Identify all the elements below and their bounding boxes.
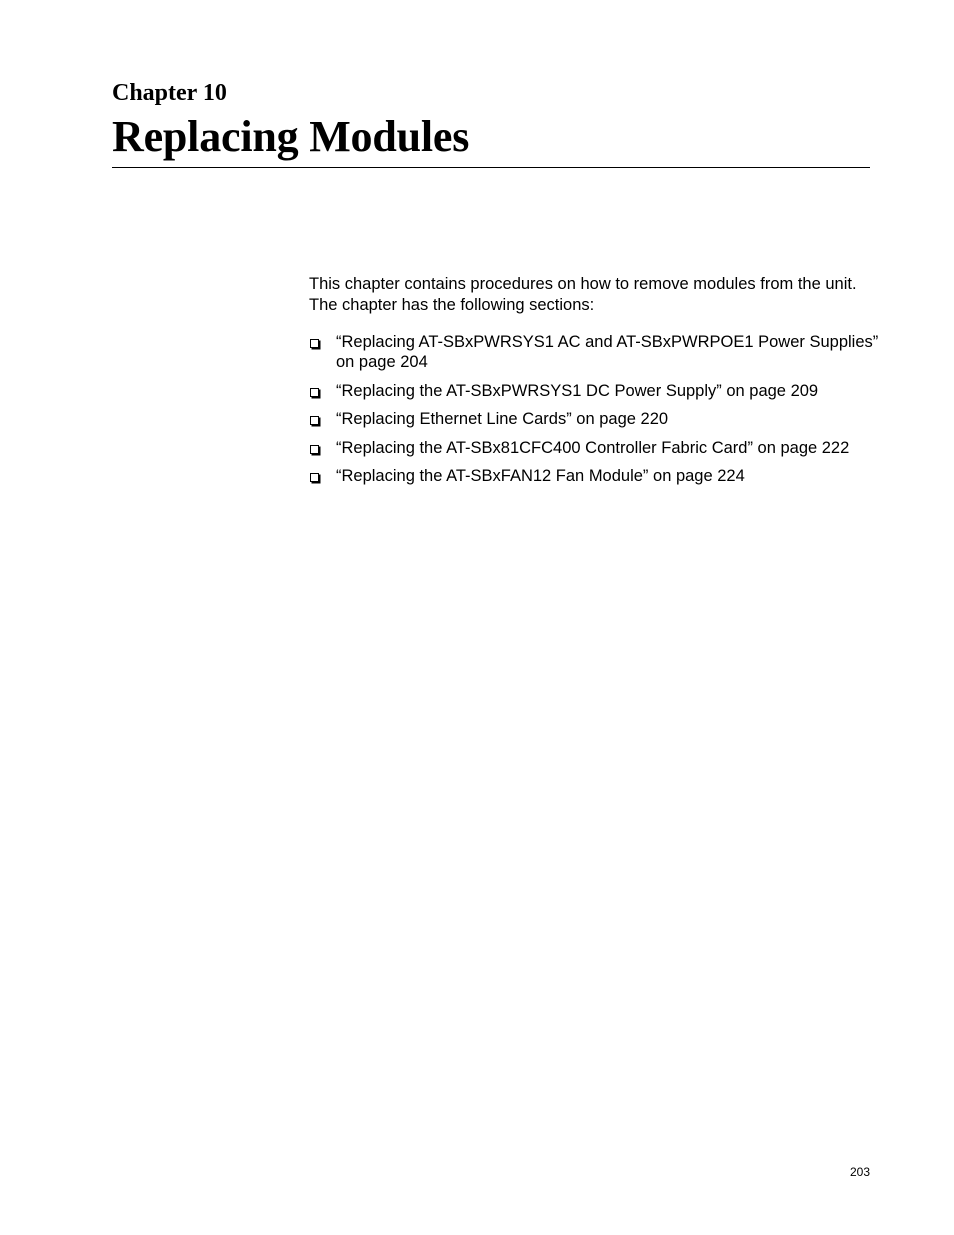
checkbox-bullet-icon (310, 445, 319, 454)
list-item (309, 332, 879, 372)
list-item (309, 381, 879, 401)
checkbox-bullet-icon (310, 473, 319, 482)
checkbox-bullet-icon (310, 416, 319, 425)
page-title: Replacing Modules (112, 112, 470, 161)
section-link[interactable]: “Replacing AT-SBxPWRSYS1 AC and AT-SBxPWRPOE1 Power Supplies” on page 204 (336, 333, 879, 371)
list-item (309, 409, 879, 429)
section-link[interactable]: “Replacing the AT-SBxFAN12 Fan Module” on page 224 (336, 467, 745, 485)
list-item (309, 466, 879, 486)
intro-paragraph: This chapter contains procedures on how to remove modules from the unit. The chapter has the following sections: (309, 275, 857, 314)
section-link[interactable]: “Replacing the AT-SBx81CFC400 Controller Fabric Card” on page 222 (336, 438, 850, 457)
chapter-label: Chapter 10 (112, 80, 227, 106)
title-divider (112, 167, 870, 168)
page-number: 203 (849, 1165, 870, 1179)
section-list (309, 332, 879, 495)
checkbox-bullet-icon (310, 339, 319, 348)
section-link[interactable]: “Replacing Ethernet Line Cards” on page 220 (336, 410, 669, 428)
checkbox-bullet-icon (310, 388, 319, 397)
section-link[interactable]: “Replacing the AT-SBxPWRSYS1 DC Power Supply” on page 209 (336, 381, 819, 400)
list-item (309, 438, 879, 458)
